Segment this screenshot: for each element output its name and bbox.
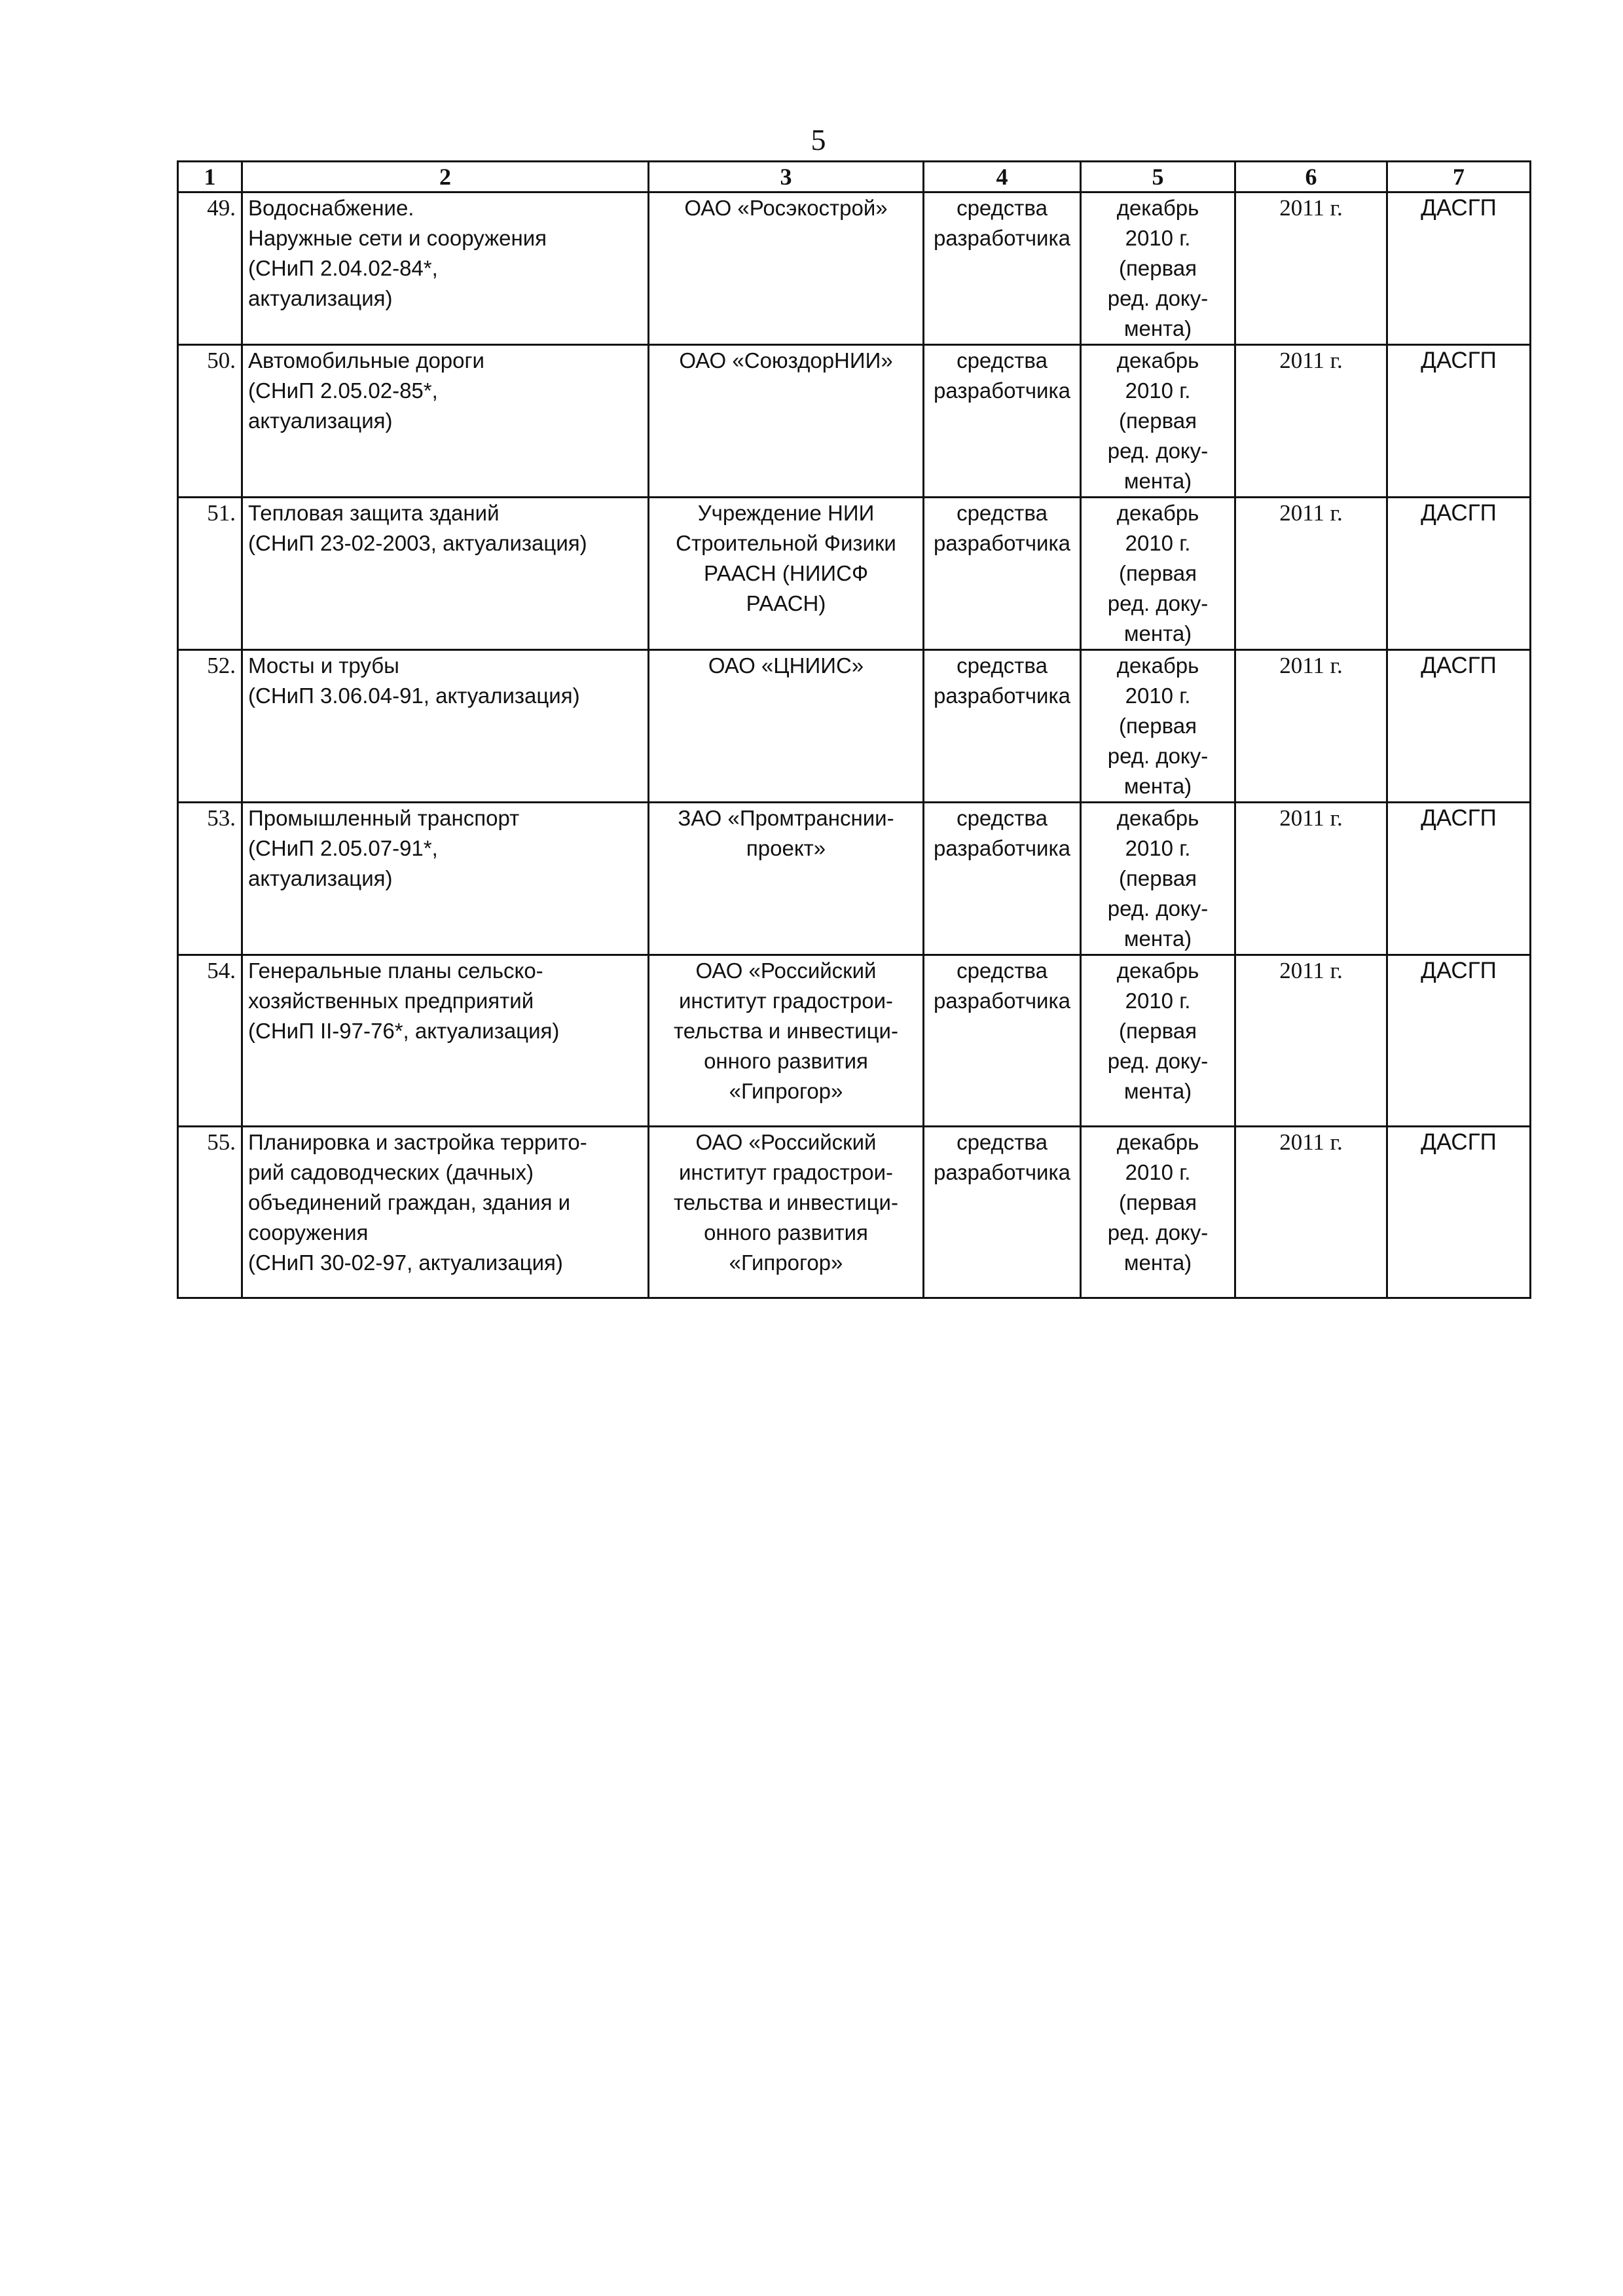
- developer-cell-line: институт градострои-: [678, 1160, 894, 1184]
- deadline-cell-line: мента): [1123, 926, 1192, 951]
- document-name-cell: [242, 1127, 649, 1298]
- funding-cell-line: средства: [957, 348, 1048, 373]
- approval-year-cell: 2011 г.: [1235, 650, 1387, 803]
- deadline-cell-line: ред. доку-: [1107, 439, 1209, 463]
- developer-cell-line: «Гипрогор»: [729, 1250, 843, 1275]
- funding-cell: [924, 803, 1081, 955]
- developer-cell-line: РААСН (НИИСФ: [703, 561, 869, 585]
- funding-cell-line: средства: [957, 653, 1048, 678]
- document-name-cell-line: актуализация): [248, 409, 393, 433]
- deadline-cell-line: декабрь: [1116, 958, 1199, 983]
- document-name-cell-line: Планировка и застройка террито-: [248, 1130, 587, 1154]
- deadline-cell-line: мента): [1123, 1079, 1192, 1103]
- deadline-cell-line: 2010 г.: [1125, 531, 1191, 555]
- document-name-cell: [242, 345, 649, 498]
- funding-cell-line: разработчика: [934, 1160, 1070, 1184]
- developer-cell: [649, 192, 924, 345]
- developer-cell-line: ЗАО «Промтранснии-: [678, 806, 894, 830]
- deadline-cell-line: декабрь: [1116, 196, 1199, 220]
- developer-cell-line: ОАО «Росэкострой»: [684, 196, 888, 220]
- page-number: 5: [811, 123, 826, 156]
- funding-cell-line: средства: [957, 501, 1048, 525]
- funding-cell-line: разработчика: [934, 989, 1070, 1013]
- column-header: 2: [242, 162, 649, 192]
- deadline-cell-line: ред. доку-: [1107, 896, 1209, 920]
- deadline-cell-line: 2010 г.: [1125, 683, 1191, 708]
- document-name-cell-line: (СНиП II-97-76*, актуализация): [248, 1019, 560, 1043]
- responsible-cell: ДАСГП: [1387, 498, 1531, 650]
- deadline-cell-line: 2010 г.: [1125, 1160, 1191, 1184]
- document-name-cell: [242, 955, 649, 1127]
- deadline-cell-line: (первая: [1119, 256, 1197, 280]
- developer-cell-line: ОАО «ЦНИИС»: [708, 653, 864, 678]
- responsible-cell: ДАСГП: [1387, 803, 1531, 955]
- funding-cell-line: средства: [957, 1130, 1048, 1154]
- document-name-cell-line: (СНиП 3.06.04-91, актуализация): [248, 683, 580, 708]
- deadline-cell-line: (первая: [1119, 714, 1197, 738]
- deadline-cell-line: ред. доку-: [1107, 591, 1209, 615]
- document-name-cell-line: актуализация): [248, 866, 393, 890]
- document-name-cell-line: (СНиП 30-02-97, актуализация): [248, 1250, 563, 1275]
- developer-cell: [649, 803, 924, 955]
- responsible-cell: ДАСГП: [1387, 345, 1531, 498]
- developer-cell-line: Строительной Физики: [676, 531, 896, 555]
- deadline-cell: [1081, 498, 1235, 650]
- developer-cell-line: институт градострои-: [678, 989, 894, 1013]
- deadline-cell-line: 2010 г.: [1125, 378, 1191, 403]
- developer-cell: [649, 345, 924, 498]
- document-name-cell-line: Водоснабжение.: [248, 196, 414, 220]
- developer-cell: [649, 650, 924, 803]
- developer-cell: [649, 498, 924, 650]
- column-header: 3: [649, 162, 924, 192]
- document-name-cell-line: (СНиП 2.05.07-91*,: [248, 836, 438, 860]
- document-name-cell-line: Тепловая защита зданий: [248, 501, 500, 525]
- deadline-cell: [1081, 803, 1235, 955]
- table-row: [178, 498, 1531, 650]
- document-name-cell-line: хозяйственных предприятий: [248, 989, 534, 1013]
- row-number-cell: 51.: [178, 498, 242, 650]
- table-row: [178, 192, 1531, 345]
- column-header: 6: [1235, 162, 1387, 192]
- funding-cell: [924, 955, 1081, 1127]
- document-name-cell-line: Мосты и трубы: [248, 653, 399, 678]
- developer-cell-line: РААСН): [746, 591, 826, 615]
- funding-cell: [924, 650, 1081, 803]
- deadline-cell-line: декабрь: [1116, 806, 1199, 830]
- funding-cell: [924, 1127, 1081, 1298]
- deadline-cell-line: мента): [1123, 316, 1192, 340]
- deadline-cell-line: ред. доку-: [1107, 744, 1209, 768]
- deadline-cell-line: декабрь: [1116, 1130, 1199, 1154]
- deadline-cell-line: декабрь: [1116, 653, 1199, 678]
- approval-year-cell: 2011 г.: [1235, 955, 1387, 1127]
- table-row: [178, 955, 1531, 1127]
- document-name-cell-line: актуализация): [248, 286, 393, 310]
- developer-cell-line: ОАО «Российский: [695, 1130, 877, 1154]
- developer-cell-line: ОАО «СоюздорНИИ»: [679, 348, 893, 373]
- developer-cell: [649, 955, 924, 1127]
- funding-cell: [924, 192, 1081, 345]
- document-name-cell: [242, 650, 649, 803]
- deadline-cell: [1081, 192, 1235, 345]
- deadline-cell-line: мента): [1123, 469, 1192, 493]
- developer-cell-line: Учреждение НИИ: [697, 501, 875, 525]
- deadline-cell-line: (первая: [1119, 866, 1197, 890]
- column-header: 5: [1081, 162, 1235, 192]
- developer-cell-line: онного развития: [704, 1049, 868, 1073]
- funding-cell-line: разработчика: [934, 378, 1070, 403]
- table-row: [178, 1127, 1531, 1298]
- row-number-cell: 50.: [178, 345, 242, 498]
- deadline-cell-line: 2010 г.: [1125, 989, 1191, 1013]
- deadline-cell-line: ред. доку-: [1107, 286, 1209, 310]
- developer-cell-line: ОАО «Российский: [695, 958, 877, 983]
- funding-cell-line: средства: [957, 196, 1048, 220]
- deadline-cell-line: мента): [1123, 1250, 1192, 1275]
- deadline-cell: [1081, 345, 1235, 498]
- deadline-cell-line: (первая: [1119, 409, 1197, 433]
- document-name-cell-line: рий садоводческих (дачных): [248, 1160, 534, 1184]
- deadline-cell-line: мента): [1123, 774, 1192, 798]
- row-number-cell: 52.: [178, 650, 242, 803]
- standards-plan-table: [177, 160, 1531, 1299]
- approval-year-cell: 2011 г.: [1235, 1127, 1387, 1298]
- column-header: 4: [924, 162, 1081, 192]
- deadline-cell-line: (первая: [1119, 1019, 1197, 1043]
- document-name-cell-line: (СНиП 2.04.02-84*,: [248, 256, 438, 280]
- funding-cell-line: разработчика: [934, 531, 1070, 555]
- deadline-cell-line: декабрь: [1116, 501, 1199, 525]
- responsible-cell: ДАСГП: [1387, 192, 1531, 345]
- deadline-cell-line: ред. доку-: [1107, 1049, 1209, 1073]
- funding-cell-line: разработчика: [934, 226, 1070, 250]
- row-number-cell: 49.: [178, 192, 242, 345]
- deadline-cell: [1081, 955, 1235, 1127]
- document-name-cell-line: Наружные сети и сооружения: [248, 226, 547, 250]
- deadline-cell: [1081, 1127, 1235, 1298]
- deadline-cell-line: мента): [1123, 621, 1192, 646]
- document-name-cell-line: Автомобильные дороги: [248, 348, 484, 373]
- developer-cell-line: тельства и инвестици-: [674, 1019, 898, 1043]
- document-name-cell-line: Промышленный транспорт: [248, 806, 520, 830]
- document-name-cell: [242, 498, 649, 650]
- approval-year-cell: 2011 г.: [1235, 345, 1387, 498]
- document-name-cell-line: сооружения: [248, 1220, 369, 1245]
- row-number-cell: 54.: [178, 955, 242, 1127]
- table-row: [178, 650, 1531, 803]
- document-name-cell: [242, 192, 649, 345]
- responsible-cell: ДАСГП: [1387, 955, 1531, 1127]
- deadline-cell-line: ред. доку-: [1107, 1220, 1209, 1245]
- deadline-cell-line: 2010 г.: [1125, 226, 1191, 250]
- developer-cell-line: тельства и инвестици-: [674, 1190, 898, 1214]
- approval-year-cell: 2011 г.: [1235, 803, 1387, 955]
- document-name-cell-line: (СНиП 2.05.02-85*,: [248, 378, 438, 403]
- document-name-cell-line: объединений граждан, здания и: [248, 1190, 571, 1214]
- developer-cell: [649, 1127, 924, 1298]
- document-name-cell-line: (СНиП 23-02-2003, актуализация): [248, 531, 587, 555]
- deadline-cell: [1081, 650, 1235, 803]
- developer-cell-line: проект»: [746, 836, 826, 860]
- funding-cell-line: разработчика: [934, 683, 1070, 708]
- approval-year-cell: 2011 г.: [1235, 192, 1387, 345]
- funding-cell-line: разработчика: [934, 836, 1070, 860]
- table-row: [178, 803, 1531, 955]
- responsible-cell: ДАСГП: [1387, 650, 1531, 803]
- developer-cell-line: онного развития: [704, 1220, 868, 1245]
- row-number-cell: 53.: [178, 803, 242, 955]
- column-header: 7: [1387, 162, 1531, 192]
- approval-year-cell: 2011 г.: [1235, 498, 1387, 650]
- funding-cell-line: средства: [957, 958, 1048, 983]
- funding-cell: [924, 498, 1081, 650]
- developer-cell-line: «Гипрогор»: [729, 1079, 843, 1103]
- row-number-cell: 55.: [178, 1127, 242, 1298]
- document-name-cell: [242, 803, 649, 955]
- document-name-cell-line: Генеральные планы сельско-: [248, 958, 543, 983]
- table-row: [178, 345, 1531, 498]
- header-row: [178, 162, 1531, 192]
- deadline-cell-line: декабрь: [1116, 348, 1199, 373]
- deadline-cell-line: (первая: [1119, 1190, 1197, 1214]
- funding-cell-line: средства: [957, 806, 1048, 830]
- responsible-cell: ДАСГП: [1387, 1127, 1531, 1298]
- funding-cell: [924, 345, 1081, 498]
- column-header: 1: [178, 162, 242, 192]
- deadline-cell-line: (первая: [1119, 561, 1197, 585]
- deadline-cell-line: 2010 г.: [1125, 836, 1191, 860]
